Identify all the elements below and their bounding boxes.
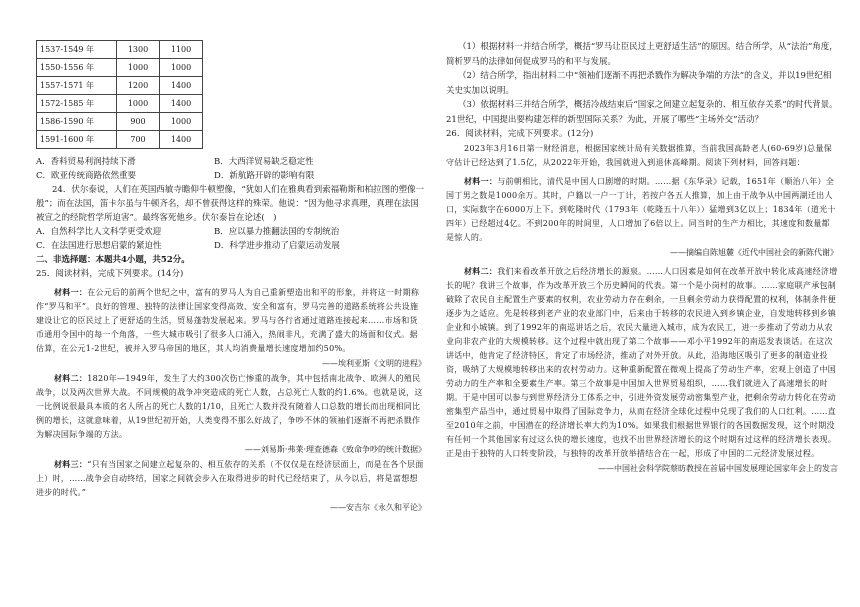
q25-material-1-source: ——埃利亚斯《文明的进程》 — [322, 359, 426, 368]
section-heading: 二、非选择题：本题共4小题，共52分。 — [36, 255, 190, 265]
table-row — [37, 95, 203, 113]
q26-intro: 2023年3月16日第一财经消息，根据国家统计局有关数据推算，当前我国高龄老人(60-69岁)总量保守估计已经达到了1.5亿，从2022年开始，我国就进入到退休高峰期。阅读下列材料，回答问题： — [446, 143, 832, 167]
period-cell: 1591-1600 年 — [37, 131, 117, 149]
q26-title: 26．阅读材料，完成下列要求。(12分) — [446, 129, 594, 139]
q24-option-a: A．自然科学比人文科学更受欢迎 — [36, 227, 162, 237]
q25-material-2-source: ——刘易斯·弗莱·理查德森《致命争吵的统计数据》 — [244, 445, 426, 454]
value-cell: 1000 — [160, 113, 203, 131]
q24-options — [36, 225, 426, 253]
period-cell: 1537-1549 年 — [37, 41, 117, 59]
value-cell: 1300 — [117, 41, 160, 59]
q26-material-1 — [446, 174, 838, 245]
table-row — [37, 41, 203, 59]
q25-material-1 — [36, 285, 426, 356]
q26-material-2-source: ——中国社会科学院蔡昉教授在首届中国发展理论国家年会上的发言 — [598, 463, 838, 473]
value-cell: 1400 — [160, 131, 203, 149]
material-text: 我们来看改革开放之后经济增长的源泉。……人口因素是如何在改革开放中转化成高速经济增长的呢？我讲三个故事，作为改革开放三个历史瞬间的代表。第一个是小岗村的故事。……家庭联产承包制破除了农民自主配置生产要素的权利，农业劳动力存在剩余，一旦剩余劳动力获得配置的权利，体制条件便逐步为之适应。先是转移到老产业的农业部门中，后来由于转移的农民进入到乡镇企业，自发地转移到乡镇企业和小城镇。到了1992年的南巡讲话之后，农民大量进入城市，成为农民工，进一步推动了劳动力从农业向非农产业的大规模转移。这个过程中就出现了第二个故事——邓小平1992年的南巡发表谈话。在这次讲话中，他肯定了经济特区，肯定了市场经济，推动了对外开放。从此，沿海地区吸引了更多的制造业投资，吸纳了大规模地转移出来的农村劳动力。这种重新配置在微观上提高了劳动生产率，宏观上创造了中国劳动力的生产率和全要素生产率。第三个故事是中国加入世界贸易组织，……我们就进入了高速增长的时期。于是中国可以参与到世界经济分工体系之中，引进外资发展劳动密集型产业，把剩余劳动力转化在劳动密集型产品当中，通过贸易中取得了国际竞争力，从而在经济全球化过程中兑现了我们的人口红利。……直至2010年之前，中国潜在的经济增长率大约为10%。如果我们根据世界银行的各国数据发现，这个时期没有任何一个其他国家有过这么快的增长速度，也找不出世界经济增长的这个时期有过这样的经济增长表现。正是由于独特的人口转变阶段，与独特的改革开放举措结合在一起，形成了中国的二元经济发展过程。 — [446, 266, 838, 458]
q24-stem: 24．伏尔泰说，人们在英国西敏寺瞻仰牛顿塑像，“犹如人们在雅典看到索福勒斯和柏拉图的塑像一般”；而在法国，笛卡尔虽与牛顿齐名，却不曾获得这样的殊荣。他说：“因为他寻求真理，真理在法国被宣之的经院哲学所迫害”。最终客死他乡。伏尔泰旨在论述( ) — [36, 185, 425, 223]
q25-requirement-2: （2）结合所学，指出材料二中“领袖们逐渐不再把杀戮作为解决争端的方法”的含义，并以19世纪相关史实加以说明。 — [446, 71, 832, 96]
q25-requirement-1: （1）根据材料一并结合所学，概括“罗马让臣民过上更舒适生活”的原因。结合所学，从“法治”角度，简析罗马的法律如何促成罗马的和平与发展。 — [446, 42, 838, 67]
value-cell: 900 — [117, 113, 160, 131]
value-cell: 1000 — [160, 59, 203, 77]
table-row — [37, 113, 203, 131]
q25-material-3 — [36, 457, 426, 500]
q25-title: 25．阅读材料，完成下列要求。(14分) — [36, 269, 184, 279]
value-cell: 1200 — [117, 77, 160, 95]
table-row — [37, 59, 203, 77]
value-cell: 1000 — [117, 59, 160, 77]
q26-material-1-source: ——摘编自陈旭麓《近代中国社会的新陈代谢》 — [670, 247, 838, 257]
q23-option-c: C．欧亚传统商路依然重要 — [36, 171, 137, 181]
value-cell: 700 — [117, 131, 160, 149]
q25-requirement-3: （3）依据材料三并结合所学，概括冷战结束后“国家之间建立起复杂的、相互依存关系”的时代背景。21世纪，中国提出要构建怎样的新型国际关系？为此，开展了哪些“主场外交”活动？ — [446, 100, 838, 125]
period-cell: 1586-1590 年 — [37, 113, 117, 131]
q26-material-2 — [446, 264, 838, 461]
material-text: “只有当国家之间建立起复杂的、相互依存的关系（不仅仅是在经济层面上，而是在各个层面上）时，……战争会自动终结，国家之间就会步入在取得进步的时代已经结束了，从今以后，将是富想想进步的时代。” — [36, 460, 424, 497]
material-label: 材料二： — [54, 373, 88, 383]
material-label: 材料三： — [54, 459, 88, 469]
q23-options — [36, 155, 426, 183]
q23-option-a: A．香料贸易利润持续下滑 — [36, 157, 136, 167]
value-cell: 1400 — [160, 77, 203, 95]
period-cell: 1550-1556 年 — [37, 59, 117, 77]
q24-option-b: B．应以暴力推翻法国的专制统治 — [214, 227, 340, 237]
q25-material-3-source: ——安吉尔《永久和平论》 — [330, 503, 426, 512]
material-label: 材料二： — [464, 265, 498, 276]
value-cell: 1400 — [160, 95, 203, 113]
q24-option-d: D．科学进步推动了启蒙运动发展 — [214, 241, 340, 251]
material-label: 材料一： — [54, 287, 88, 297]
material-text: 与前朝相比，清代是中国人口剧增的时期。……据《东华录》记载，1651年（顺治八年）全国丁男之数是1000余万。其时，户籍以一户一丁计，若按户各五人推算，加上由于战争从中国两湖迁出人口，实际数字在6000万上下。到乾隆时代（1793年（乾隆五十八年））猛增到3亿以上；1834年（道光十四年）已经超过4亿。不到200年的时间里，人口增加了6倍以上。同当时的生产力相比，其速度和数量都是惊人的。 — [446, 176, 836, 242]
data-table — [36, 40, 203, 149]
right-column — [446, 40, 838, 476]
material-label: 材料一： — [464, 175, 498, 186]
q23-option-b: B．大西洋贸易缺乏稳定性 — [214, 157, 314, 167]
left-column — [36, 40, 426, 515]
value-cell: 1100 — [160, 41, 203, 59]
q25-material-2 — [36, 371, 426, 442]
material-text: 在公元后的前两个世纪之中，富有的罗马人为自己重新塑造出和平的形象，并将这一时期称作“罗马和平”。良好的管理、独特的法律让国家变得高效、安全和富有，罗马完善的道路系统将公共设施建设让它的臣民过上了更舒适的生活，贸易蓬勃发展起来。罗马与各行省通过道路连接起来……市场和货币通用令国中的每一个角落，一些大城市吸引了很多人口涌入，热闹非凡，充满了盛大的场面和仪式。据估算，在公元1-2世纪，被并入罗马帝国的地区，其人均消费量增长速度增加约50%。 — [36, 288, 420, 353]
value-cell: 1000 — [117, 95, 160, 113]
period-cell: 1557-1571 年 — [37, 77, 117, 95]
table-row — [37, 131, 203, 149]
q23-option-d: D．新航路开辟的影响有限 — [214, 171, 315, 181]
material-text: 1820年—1949年，发生了大约300次伤亡惨重的战争，其中包括南北战争、欧洲人的殖民战争，以及两次世界大战。不同规模的战争冲突造成的死亡人数，占总死亡人数的约1.6%。也就是说，这一比例说很最具本质的名人所占的死亡人数的1/10，且死亡人数并没有随着人口总数的增长而出现相同比例的增长，这就意味着，从19世纪初开始，人类变得不那么好战了，争吵不休的领袖们逐渐不再把杀戮作为解决国际争端的方法。 — [36, 374, 423, 439]
q24-option-c: C．在法国进行思想启蒙的紧迫性 — [36, 241, 162, 251]
period-cell: 1572-1585 年 — [37, 95, 117, 113]
table-row — [37, 77, 203, 95]
